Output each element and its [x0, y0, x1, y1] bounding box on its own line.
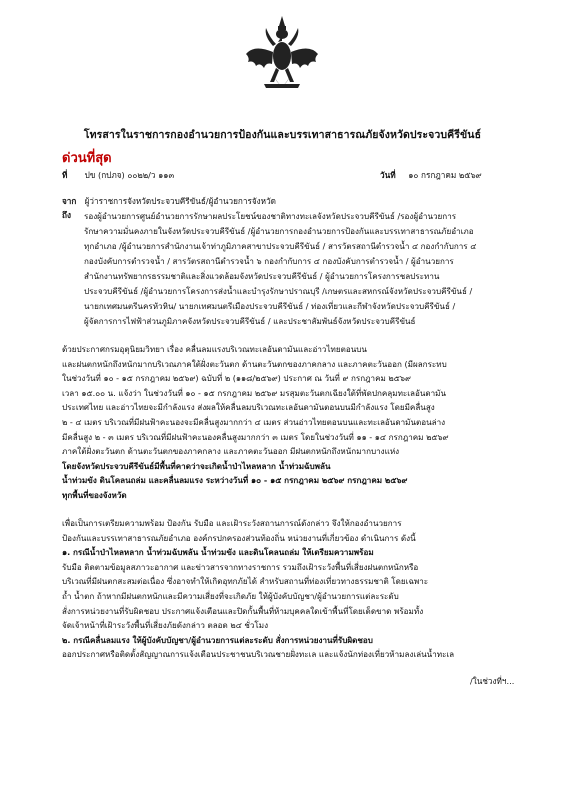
ref-value: ปข (กปภจ) ๐๐๒๒/ว ๑๑๓ — [84, 170, 175, 180]
body-line: รับมือ ติดตามข้อมูลสภาวะอากาศ และข่าวสารจากทางราชการ รวมถึงเฝ้าระวังพื้นที่เสี่ยงฝนตกหนักหรือ — [62, 561, 419, 572]
date-row — [380, 170, 482, 181]
document-title: โทรสารในราชการกองอำนวยการป้องกันและบรรเทาสาธารณภัยจังหวัดประจวบคีรีขันธ์ — [83, 129, 482, 141]
recipient-line: ประจวบคีรีขันธ์ /ผู้อำนวยการโครงการส่งน้ำและบำรุงรักษาปราณบุรี /เกษตรและสหกรณ์จังหวัดประจวบคีรีขันธ์ / — [84, 286, 473, 296]
recipient-line: นายกเทศมนตรีนครหัวหิน/ นายกเทศมนตรีเมืองประจวบคีรีขันธ์ / ท่องเที่ยวและกีฬาจังหวัดประจวบคีรีขันธ์ / — [84, 301, 456, 311]
body-line: โดยจังหวัดประจวบคีรีขันธ์มีพื้นที่คาดว่าจะเกิดน้ำป่าไหลหลาก น้ำท่วมฉับพลัน — [62, 460, 331, 471]
body-line: เพื่อเป็นการเตรียมความพร้อม ป้องกัน รับมือ และเฝ้าระวังสถานการณ์ดังกล่าว จึงให้กองอำนวยการ — [62, 518, 402, 528]
date-label: วันที่ — [380, 170, 396, 180]
body-line: มีคลื่นสูง ๒ - ๓ เมตร บริเวณที่มีฝนฟ้าคะนองคลื่นสูงมากกว่า ๓ เมตร โดยในช่วงวันที่ ๑๑ - ๑๔ กรกฎาคม ๒๕๖๙ — [62, 431, 449, 442]
recipient-line: ทุกอำเภอ /ผู้อำนวยการสำนักงานเจ้าท่าภูมิภาคสาขาประจวบคีรีขันธ์ / สารวัตรสถานีตำรวจน้ำ ๔ กองกำกับการ ๔ — [84, 241, 477, 251]
urgency-label: ด่วนที่สุด — [62, 151, 112, 166]
date-value: ๑๐ กรกฎาคม ๒๕๖๙ — [408, 170, 482, 180]
recipient-line: ผู้จัดการการไฟฟ้าส่วนภูมิภาคจังหวัดประจวบคีรีขันธ์ / และประชาสัมพันธ์จังหวัดประจวบคีรีขันธ์ — [84, 316, 416, 326]
body-line: ถ้ำ น้ำตก ถ้าหากมีฝนตกหนักและมีความเสี่ยงที่จะเกิดภัย ให้ผู้บังคับบัญชา/ผู้อำนวยการแต่ละระดับ — [62, 590, 399, 601]
body-line: น้ำท่วมขัง ดินโคลนถล่ม และคลื่นลมแรง ระหว่างวันที่ ๑๐ - ๑๕ กรกฎาคม ๒๕๖๙ กรกฎาคม ๒๕๖๙ — [62, 475, 408, 486]
body-line: ภาคใต้ฝั่งตะวันตก ด้านตะวันตกของภาคกลาง และภาคตะวันออก มีฝนตกหนักถึงหนักมากบางแห่ง — [62, 446, 400, 457]
body-line: บริเวณที่มีฝนตกสะสมต่อเนื่อง ซึ่งอาจทำให้เกิดอุทกภัยได้ สำหรับสถานที่ท่องเที่ยวทางธรรมชาติ โดยเฉพาะ — [62, 576, 429, 587]
body-line: สั่งการหน่วยงานที่รับผิดชอบ ประกาศแจ้งเตือนและปิดกั้นพื้นที่ห้ามบุคคลใดเข้าพื้นที่โดยเด็ดขาด พร้อมทั้ง — [62, 605, 424, 616]
from-row — [62, 196, 276, 207]
body-line: จัดเจ้าหน้าที่เฝ้าระวังพื้นที่เสี่ยงภัยดังกล่าว ตลอด ๒๔ ชั่วโมง — [62, 620, 269, 631]
body-line: ประเทศไทย และอ่าวไทยจะมีกำลังแรง ส่งผลให้คลื่นลมบริเวณทะเลอันดามันตอนบนมีกำลังแรง โดยมีคลื่นสูง — [62, 402, 435, 413]
body-line: ๒. กรณีคลื่นลมแรง ให้ผู้บังคับบัญชา/ผู้อำนวยการแต่ละระดับ สั่งการหน่วยงานที่รับผิดชอบ — [62, 634, 373, 645]
recipient-line: รองผู้อำนวยการศูนย์อำนวยการรักษาผลประโยชน์ของชาติทางทะเลจังหวัดประจวบคีรีขันธ์ /รองผู้อำนวยการ — [84, 211, 457, 221]
recipient-line: กองบังคับการตำรวจน้ำ / สารวัตรสถานีตำรวจน้ำ ๖ กองกำกับการ ๔ กองบังคับการตำรวจน้ำ / ผู้อำนวยการ — [84, 256, 454, 266]
body-line: ด้วยประกาศกรมอุตุนิยมวิทยา เรื่อง คลื่นลมแรงบริเวณทะเลอันดามันและอ่าวไทยตอนบน — [62, 344, 367, 354]
body-line: ๑. กรณีน้ำป่าไหลหลาก น้ำท่วมฉับพลัน น้ำท่วมขัง และดินโคลนถล่ม ให้เตรียมความพร้อม — [62, 547, 374, 558]
reference-row — [62, 170, 174, 181]
body-line: เวลา ๑๕.๐๐ น. แจ้งว่า ในช่วงวันที่ ๑๐ - ๑๕ กรกฎาคม ๒๕๖๙ มรสุมตะวันตกเฉียงใต้ที่พัดปกคลุมทะเลอันดามัน — [62, 387, 447, 398]
body-line: ในช่วงวันที่ ๑๐ - ๑๕ กรกฎาคม ๒๕๖๙) ฉบับที่ ๒ (๑๑๘/๒๕๖๙) ประกาศ ณ วันที่ ๙ กรกฎาคม ๒๕๖๙ — [62, 373, 411, 384]
body-line: ออกประกาศหรือติดตั้งสัญญาณการแจ้งเตือนประชาชนบริเวณชายฝั่งทะเล และแจ้งนักท่องเที่ยวห้ามลงเล่นน้ำทะเล — [62, 649, 455, 660]
recipient-line: สำนักงานทรัพยากรธรรมชาติและสิ่งแวดล้อมจังหวัดประจวบคีรีขันธ์ / ผู้อำนวยการโครงการชลประทาน — [84, 271, 440, 281]
recipient-line: รักษาความมั่นคงภายในจังหวัดประจวบคีรีขันธ์ /ผู้อำนวยการกองอำนวยการป้องกันและบรรเทาสาธารณภัยอำเภอ — [84, 226, 474, 236]
continuation-marker: /ในช่วงที่ฯ... — [470, 676, 515, 686]
body-line: ป้องกันและบรรเทาสาธารณภัยอำเภอ องค์กรปกครองส่วนท้องถิ่น หน่วยงานที่เกี่ยวข้อง ดำเนินการ ดังนี้ — [62, 532, 416, 543]
from-value: ผู้ว่าราชการจังหวัดประจวบคีรีขันธ์/ผู้อำนวยการจังหวัด — [84, 196, 276, 206]
body-paragraph-2 — [62, 516, 507, 662]
body-line: ทุกพื้นที่ของจังหวัด — [62, 489, 127, 500]
body-line: และฝนตกหนักถึงหนักมากบริเวณภาคใต้ฝั่งตะวันตก ด้านตะวันตกของภาคกลาง และภาคตะวันออก (มีผลกระทบ — [62, 358, 447, 369]
from-label: จาก — [62, 196, 77, 206]
ref-label: ที่ — [62, 170, 68, 180]
garuda-emblem — [244, 14, 320, 94]
body-line: ๒ - ๔ เมตร บริเวณที่มีฝนฟ้าคะนองจะมีคลื่นสูงมากกว่า ๔ เมตร ส่วนอ่าวไทยตอนบนและทะเลอันดามันตอนล่าง — [62, 416, 446, 427]
to-label: ถึง — [62, 210, 71, 220]
body-paragraph-1 — [62, 342, 507, 503]
